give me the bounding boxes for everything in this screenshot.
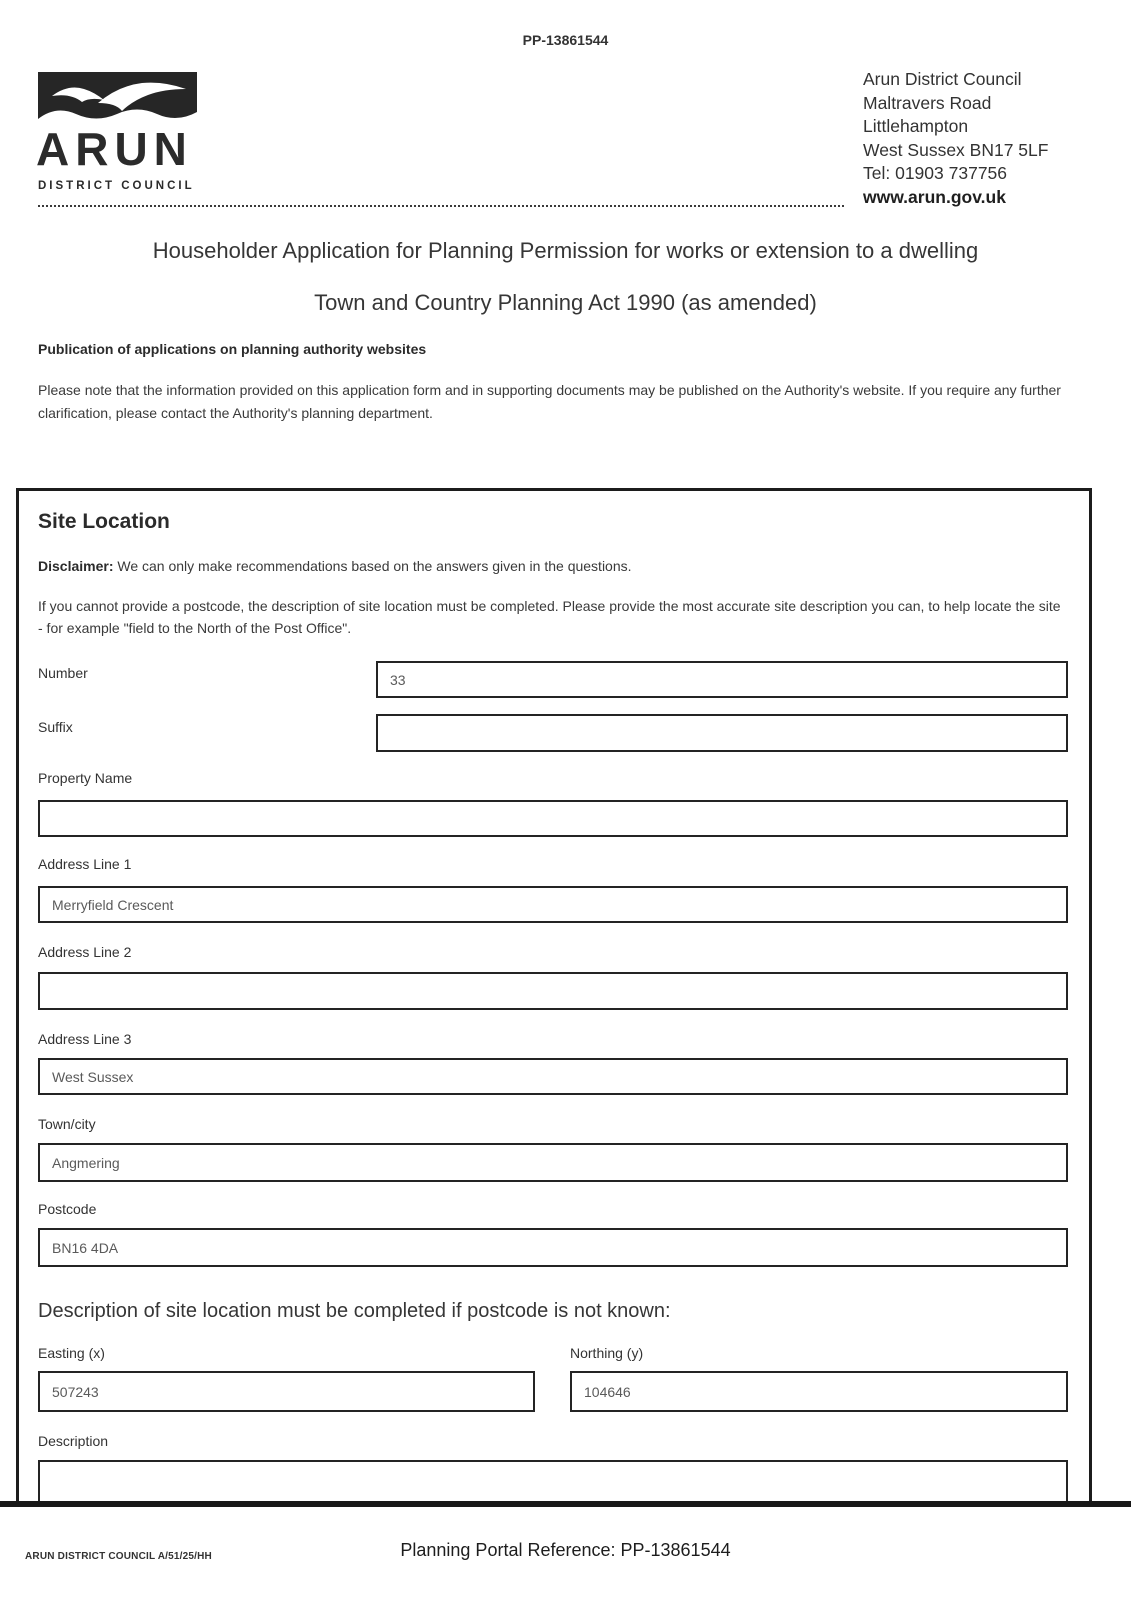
postcode-input[interactable] [38, 1228, 1068, 1267]
suffix-label: Suffix [38, 719, 73, 735]
suffix-input[interactable] [376, 714, 1068, 752]
council-phone: Tel: 01903 737756 [863, 163, 1008, 183]
council-website: www.arun.gov.uk [863, 186, 1006, 207]
address-line-3-input[interactable] [38, 1058, 1068, 1095]
disclaimer-label: Disclaimer: [38, 558, 114, 574]
council-name: Arun District Council [863, 69, 1022, 89]
page-bottom-edge [0, 1501, 1131, 1507]
address-line-3-label: Address Line 3 [38, 1031, 132, 1047]
disclaimer-text: We can only make recommendations based on the answers given in the questions. [117, 558, 632, 574]
document-subtitle: Town and Country Planning Act 1990 (as amended) [314, 290, 817, 315]
property-name-input[interactable] [38, 800, 1068, 837]
publication-body: Please note that the information provided on this application form and in supporting documents may be published on the Authority's website. If you require any further clarification, please contact the Authority's planning department. [38, 382, 1061, 421]
postcode-label: Postcode [38, 1201, 97, 1217]
description-label: Description [38, 1433, 109, 1449]
number-label: Number [38, 665, 88, 681]
footer-portal-reference: Planning Portal Reference: PP-13861544 [400, 1540, 731, 1560]
header-divider [38, 205, 844, 207]
address-line-2-input[interactable] [38, 972, 1068, 1010]
site-location-disclaimer [38, 558, 632, 574]
council-town: Littlehampton [863, 116, 969, 136]
council-address-block [863, 68, 1048, 209]
address-line-2-label: Address Line 2 [38, 944, 132, 960]
easting-label: Easting (x) [38, 1345, 105, 1361]
property-name-label: Property Name [38, 770, 133, 786]
easting-input[interactable] [38, 1371, 535, 1412]
arun-logo-subtitle: DISTRICT COUNCIL [38, 180, 195, 192]
number-input[interactable] [376, 661, 1068, 698]
address-line-1-input[interactable] [38, 886, 1068, 923]
council-street: Maltravers Road [863, 92, 992, 113]
document-title: Householder Application for Planning Permission for works or extension to a dwelling [152, 238, 979, 263]
northing-input[interactable] [570, 1371, 1068, 1412]
footer-form-code: ARUN DISTRICT COUNCIL A/51/25/HH [25, 1551, 212, 1562]
portal-reference-top: PP-13861544 [522, 32, 609, 48]
description-input[interactable] [38, 1460, 1068, 1502]
town-city-label: Town/city [38, 1116, 96, 1132]
northing-label: Northing (y) [570, 1345, 644, 1361]
site-location-intro: If you cannot provide a postcode, the description of site location must be completed. Please provide the most accurate site description you can, to help locate the site - for example "field to the North of the Post Office". [38, 598, 1061, 636]
description-requirement-heading: Description of site location must be completed if postcode is not known: [38, 1300, 671, 1322]
council-county-postcode: West Sussex BN17 5LF [863, 139, 1049, 160]
site-location-heading: Site Location [38, 510, 170, 533]
arun-logo-wordmark: ARUN [36, 123, 193, 175]
town-city-input[interactable] [38, 1143, 1068, 1182]
publication-heading: Publication of applications on planning authority websites [38, 341, 427, 357]
address-line-1-label: Address Line 1 [38, 856, 132, 872]
